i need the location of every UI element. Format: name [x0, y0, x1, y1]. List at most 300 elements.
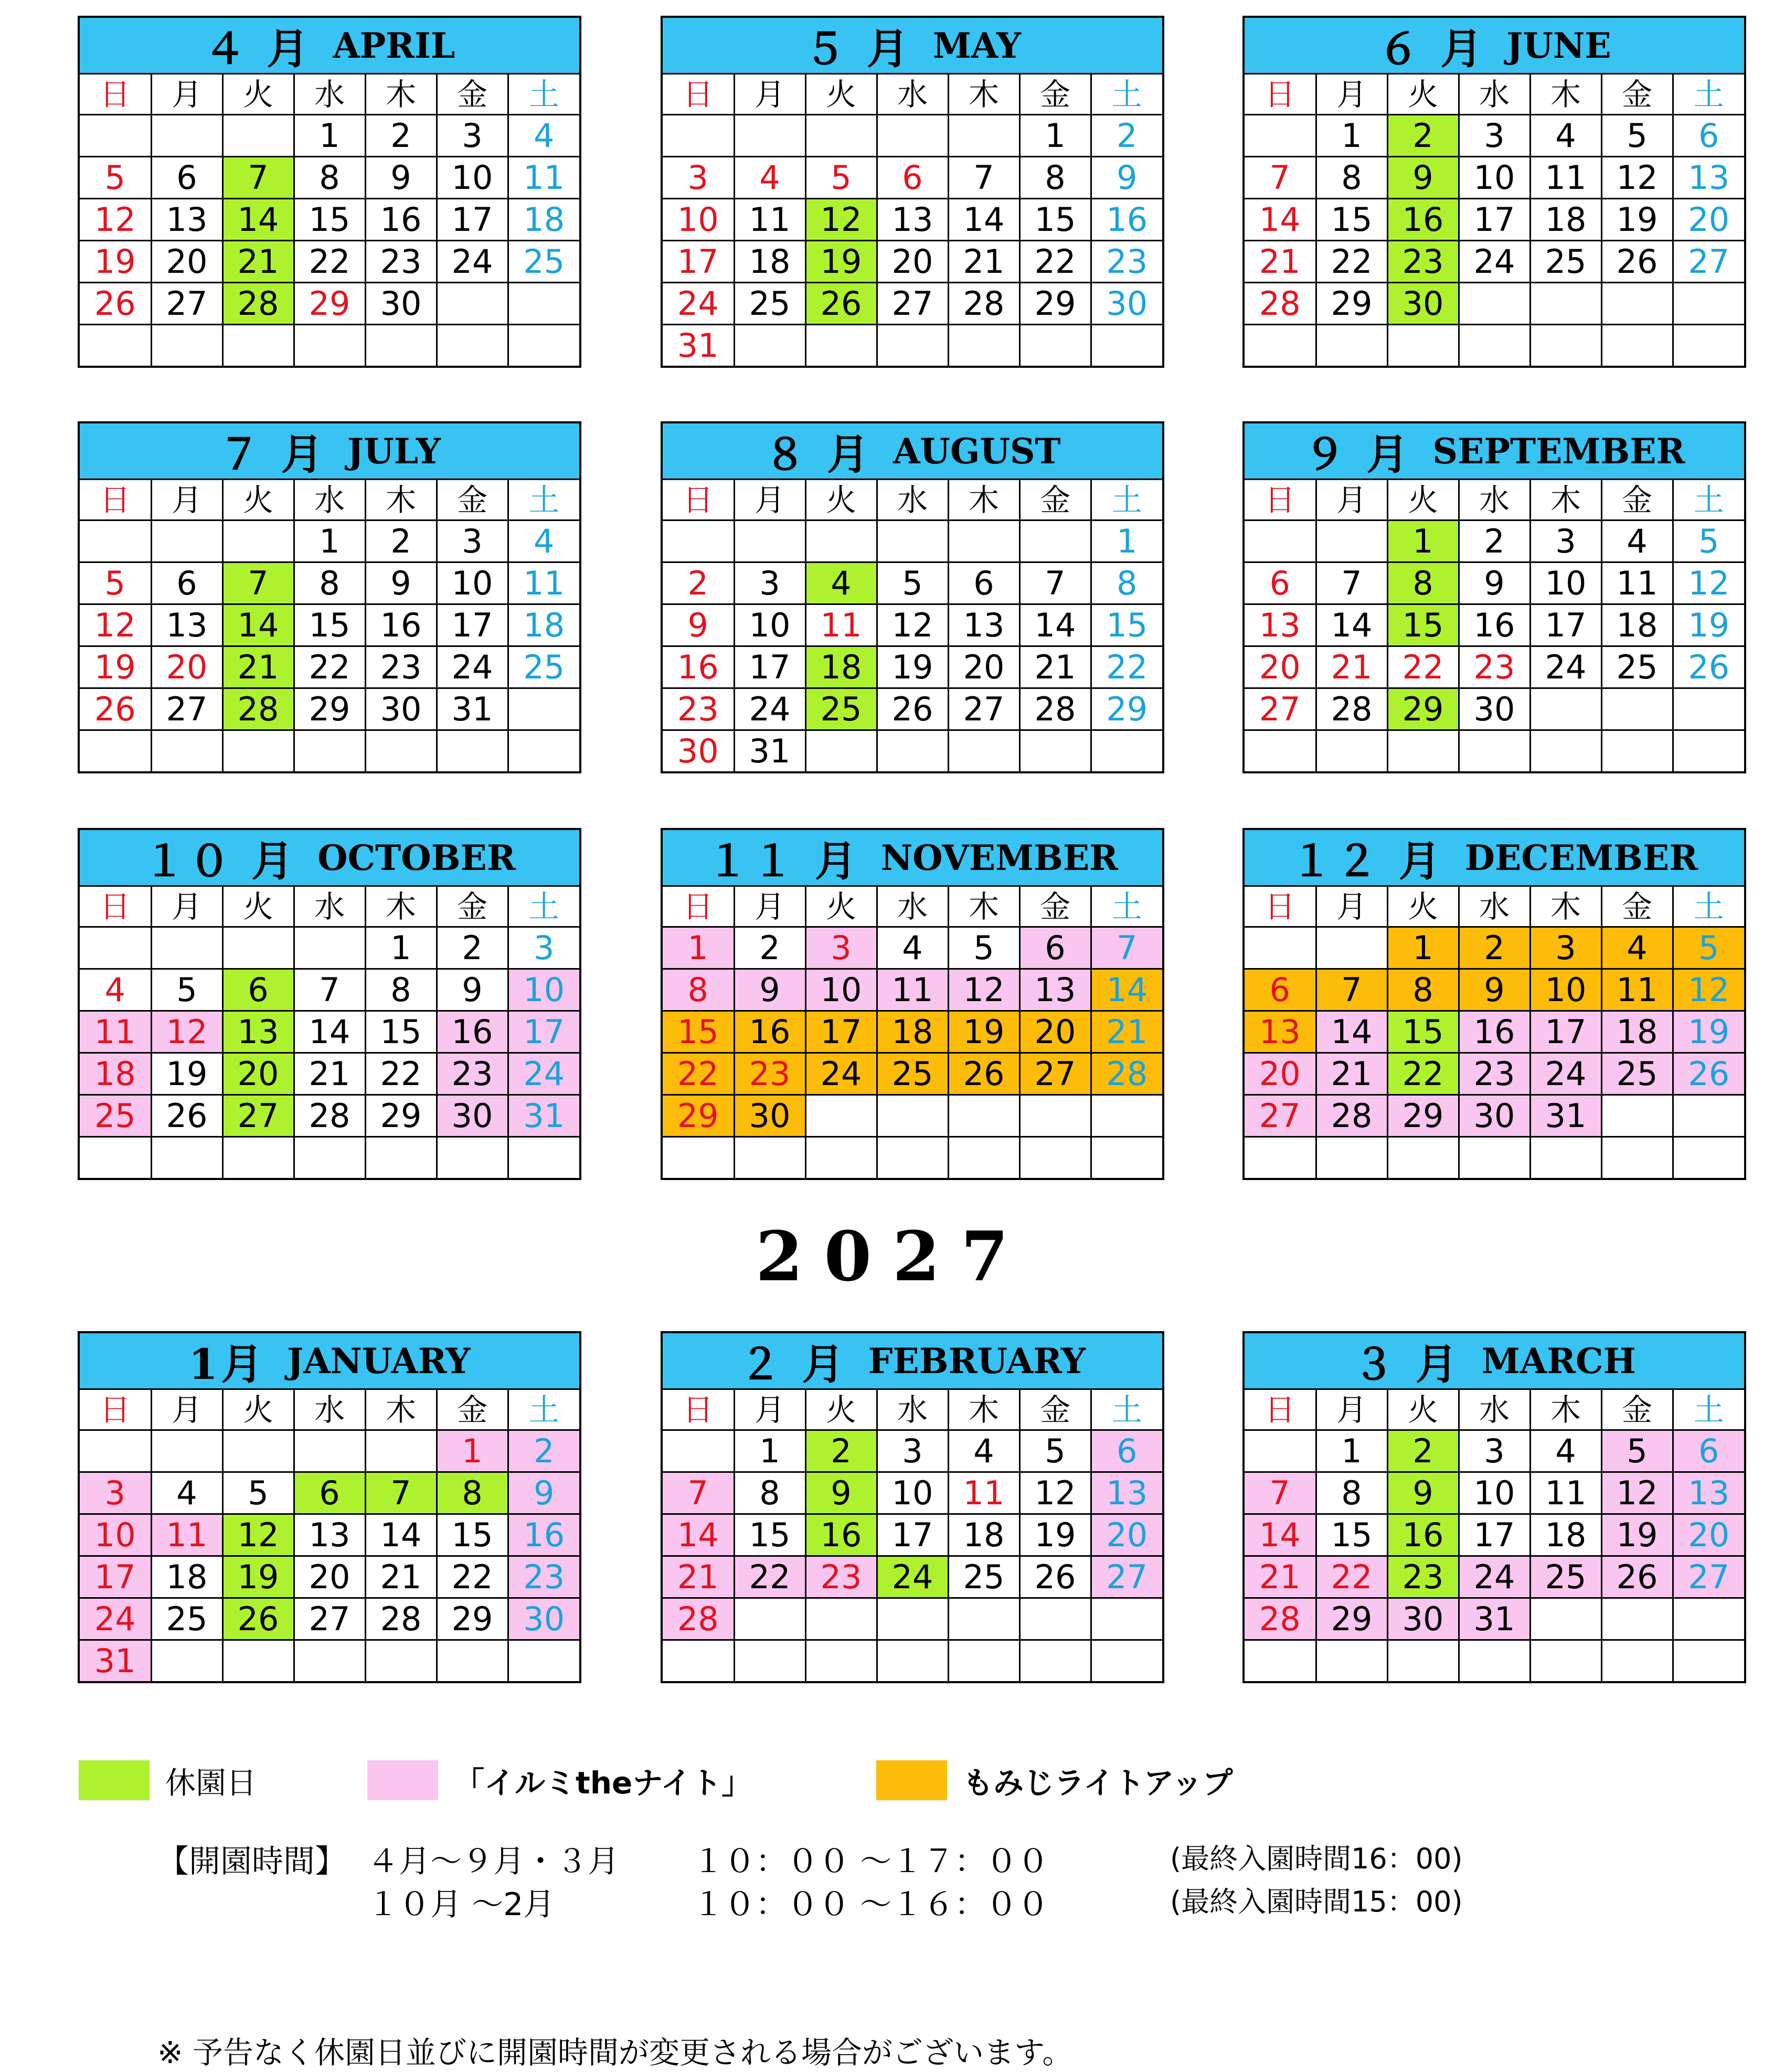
week-row	[663, 969, 1162, 1011]
day-cell: 8	[365, 969, 437, 1011]
day-cell: 6	[948, 562, 1019, 604]
week-row	[663, 1137, 1162, 1178]
day-cell: 1	[294, 115, 365, 157]
week-row	[1245, 688, 1744, 730]
legend-closed	[79, 1760, 257, 1800]
month-name-jp: ６ 月	[1377, 24, 1486, 73]
day-cell: 16	[1091, 199, 1162, 241]
weekday-label: 木	[365, 887, 437, 927]
week-row	[1245, 199, 1744, 241]
day-cell: 14	[1091, 969, 1162, 1011]
day-cell: 4	[80, 969, 151, 1011]
week-row	[663, 520, 1162, 562]
day-cell: 6	[222, 969, 294, 1011]
day-cell	[948, 520, 1019, 562]
day-cell: 28	[222, 688, 294, 730]
day-cell	[877, 1137, 948, 1178]
day-cell: 13	[1673, 157, 1744, 199]
day-cell: 24	[877, 1556, 948, 1598]
weekday-label: 日	[1245, 1390, 1316, 1430]
weekday-label: 土	[508, 75, 579, 115]
day-cell: 10	[1459, 1472, 1530, 1514]
weekday-row	[1245, 75, 1744, 115]
day-cell: 9	[437, 969, 508, 1011]
weekday-label: 木	[1530, 1390, 1601, 1430]
day-cell: 3	[508, 927, 579, 969]
day-cell: 30	[1459, 688, 1530, 730]
day-cell: 18	[80, 1053, 151, 1095]
day-cell: 30	[1459, 1095, 1530, 1137]
weekday-label: 土	[1673, 75, 1744, 115]
week-row	[663, 1640, 1162, 1682]
day-cell	[877, 730, 948, 772]
week-row	[1245, 115, 1744, 157]
week-row	[80, 688, 579, 730]
legend-closed-label: 休園日	[165, 1765, 257, 1801]
month-calendar-september	[1242, 421, 1746, 773]
day-cell	[805, 730, 877, 772]
day-cell: 21	[222, 241, 294, 283]
day-cell: 3	[805, 927, 877, 969]
day-cell: 25	[80, 1095, 151, 1137]
day-cell: 5	[1673, 927, 1744, 969]
month-name-en: OCTOBER	[317, 837, 516, 878]
weekday-label: 日	[663, 887, 734, 927]
day-grid	[1245, 887, 1744, 1178]
weekday-label: 火	[222, 75, 294, 115]
day-cell: 9	[1387, 1472, 1459, 1514]
day-cell: 20	[151, 241, 222, 283]
week-row	[663, 283, 1162, 325]
week-row	[663, 1095, 1162, 1137]
day-cell	[1387, 1640, 1459, 1682]
day-cell: 8	[663, 969, 734, 1011]
day-cell: 13	[1673, 1472, 1744, 1514]
week-row	[1245, 969, 1744, 1011]
day-cell: 4	[1530, 115, 1601, 157]
day-cell	[1245, 927, 1316, 969]
day-cell: 13	[1245, 604, 1316, 646]
day-cell: 10	[805, 969, 877, 1011]
day-cell: 26	[1601, 241, 1673, 283]
day-cell: 2	[508, 1430, 579, 1472]
week-row	[80, 730, 579, 772]
day-cell: 26	[222, 1598, 294, 1640]
month-name-en: APRIL	[333, 25, 455, 66]
day-cell: 18	[1530, 1514, 1601, 1556]
year-heading: 2027	[756, 1216, 1029, 1297]
day-cell	[1245, 325, 1316, 366]
day-cell: 11	[1530, 1472, 1601, 1514]
day-cell: 13	[948, 604, 1019, 646]
day-cell	[1673, 1095, 1744, 1137]
day-cell: 3	[437, 115, 508, 157]
weekday-label: 木	[1530, 75, 1601, 115]
weekday-label: 火	[1387, 887, 1459, 927]
day-cell: 30	[508, 1598, 579, 1640]
week-row	[663, 115, 1162, 157]
day-cell	[222, 325, 294, 366]
weekday-label: 水	[877, 887, 948, 927]
day-cell: 24	[1459, 1556, 1530, 1598]
day-cell: 10	[663, 199, 734, 241]
day-cell	[1601, 1640, 1673, 1682]
day-cell	[948, 115, 1019, 157]
day-cell: 26	[1673, 646, 1744, 688]
day-cell: 26	[151, 1095, 222, 1137]
day-cell: 20	[877, 241, 948, 283]
week-row	[663, 688, 1162, 730]
weekday-label: 月	[734, 1390, 805, 1430]
month-calendar-august	[661, 421, 1164, 773]
day-cell: 22	[1387, 1053, 1459, 1095]
week-row	[663, 1556, 1162, 1598]
day-cell: 16	[437, 1011, 508, 1053]
day-cell	[222, 730, 294, 772]
weekday-label: 水	[1459, 887, 1530, 927]
day-cell	[805, 1598, 877, 1640]
day-cell: 27	[294, 1598, 365, 1640]
day-cell: 8	[1091, 562, 1162, 604]
day-cell: 6	[877, 157, 948, 199]
month-name-en: NOVEMBER	[880, 837, 1119, 878]
month-name-en: MAY	[932, 25, 1021, 66]
day-cell: 25	[877, 1053, 948, 1095]
day-cell	[1530, 283, 1601, 325]
day-cell: 14	[1245, 199, 1316, 241]
day-cell	[222, 1640, 294, 1682]
day-cell: 1	[294, 520, 365, 562]
day-cell: 5	[1601, 1430, 1673, 1472]
day-cell: 8	[1387, 969, 1459, 1011]
day-cell: 11	[1601, 969, 1673, 1011]
day-cell	[1091, 1598, 1162, 1640]
weekday-label: 火	[805, 75, 877, 115]
day-cell: 31	[1459, 1598, 1530, 1640]
day-cell: 4	[1601, 520, 1673, 562]
week-row	[80, 1514, 579, 1556]
day-cell: 9	[1459, 969, 1530, 1011]
day-cell: 22	[1019, 241, 1091, 283]
weekday-label: 月	[1316, 1390, 1387, 1430]
day-cell: 7	[948, 157, 1019, 199]
day-cell: 31	[80, 1640, 151, 1682]
week-row	[80, 1095, 579, 1137]
day-cell: 5	[80, 157, 151, 199]
weekday-label: 月	[734, 480, 805, 520]
month-calendar-march	[1242, 1331, 1746, 1683]
day-cell: 17	[1459, 199, 1530, 241]
day-grid	[80, 480, 579, 771]
day-cell	[222, 1137, 294, 1178]
day-cell: 29	[1019, 283, 1091, 325]
day-cell: 5	[877, 562, 948, 604]
weekday-label: 水	[877, 1390, 948, 1430]
day-cell: 13	[877, 199, 948, 241]
day-cell: 14	[1316, 604, 1387, 646]
day-cell: 28	[1245, 1598, 1316, 1640]
day-cell: 1	[1316, 115, 1387, 157]
day-cell: 21	[294, 1053, 365, 1095]
day-cell	[80, 1430, 151, 1472]
day-cell: 5	[1601, 115, 1673, 157]
day-cell: 7	[222, 562, 294, 604]
month-calendar-july	[78, 421, 581, 773]
day-cell: 15	[1387, 604, 1459, 646]
day-cell	[365, 1430, 437, 1472]
week-row	[1245, 1011, 1744, 1053]
day-cell: 19	[151, 1053, 222, 1095]
weekday-label: 月	[151, 887, 222, 927]
day-cell: 30	[663, 730, 734, 772]
day-cell: 1	[1387, 520, 1459, 562]
day-cell: 30	[1387, 1598, 1459, 1640]
week-row	[663, 562, 1162, 604]
week-row	[80, 1137, 579, 1178]
day-cell: 30	[437, 1095, 508, 1137]
week-row	[663, 199, 1162, 241]
weekday-row	[80, 1390, 579, 1430]
day-cell: 7	[294, 969, 365, 1011]
day-cell: 24	[508, 1053, 579, 1095]
day-grid	[663, 887, 1162, 1178]
week-row	[663, 1514, 1162, 1556]
day-cell: 27	[1673, 241, 1744, 283]
day-cell: 8	[437, 1472, 508, 1514]
day-cell: 25	[805, 688, 877, 730]
day-cell: 17	[877, 1514, 948, 1556]
day-cell: 6	[151, 157, 222, 199]
day-cell: 4	[1601, 927, 1673, 969]
day-cell	[1601, 688, 1673, 730]
day-cell: 20	[222, 1053, 294, 1095]
month-calendar-october	[78, 828, 581, 1180]
weekday-label: 火	[805, 1390, 877, 1430]
day-cell	[1245, 730, 1316, 772]
day-cell	[1387, 325, 1459, 366]
month-header	[663, 18, 1162, 75]
weekday-label: 水	[294, 75, 365, 115]
day-cell: 3	[437, 520, 508, 562]
weekday-label: 木	[365, 75, 437, 115]
day-cell: 21	[1316, 1053, 1387, 1095]
week-row	[1245, 1430, 1744, 1472]
week-row	[80, 199, 579, 241]
day-cell: 24	[437, 646, 508, 688]
month-name-en: SEPTEMBER	[1432, 430, 1685, 472]
day-cell	[1091, 730, 1162, 772]
day-cell: 24	[663, 283, 734, 325]
day-cell: 10	[80, 1514, 151, 1556]
day-cell: 30	[365, 283, 437, 325]
day-cell: 12	[805, 199, 877, 241]
week-row	[80, 1472, 579, 1514]
day-cell: 19	[805, 241, 877, 283]
day-cell: 28	[1019, 688, 1091, 730]
month-name-jp: ９ 月	[1303, 430, 1412, 479]
day-cell: 21	[222, 646, 294, 688]
month-header	[663, 423, 1162, 480]
day-cell	[734, 520, 805, 562]
day-cell: 29	[294, 283, 365, 325]
day-cell	[1316, 520, 1387, 562]
weekday-row	[80, 75, 579, 115]
day-cell: 21	[1245, 241, 1316, 283]
legend-illumi	[367, 1760, 752, 1800]
day-cell: 19	[222, 1556, 294, 1598]
weekday-label: 土	[508, 887, 579, 927]
day-cell: 11	[734, 199, 805, 241]
weekday-row	[80, 887, 579, 927]
month-name-en: JULY	[347, 430, 441, 472]
day-cell: 17	[663, 241, 734, 283]
day-cell: 11	[1601, 562, 1673, 604]
month-header	[80, 830, 579, 887]
day-cell: 23	[508, 1556, 579, 1598]
day-cell: 23	[365, 646, 437, 688]
day-cell	[1601, 1137, 1673, 1178]
weekday-label: 金	[1019, 887, 1091, 927]
weekday-label: 土	[508, 1390, 579, 1430]
day-cell	[1245, 1137, 1316, 1178]
month-name-jp: ５ 月	[804, 24, 912, 73]
day-cell: 15	[1316, 199, 1387, 241]
day-cell: 31	[437, 688, 508, 730]
weekday-label: 日	[1245, 480, 1316, 520]
weekday-label: 月	[151, 1390, 222, 1430]
month-name-jp: ４ 月	[204, 24, 312, 73]
weekday-row	[1245, 1390, 1744, 1430]
day-cell: 2	[365, 115, 437, 157]
day-cell: 15	[734, 1514, 805, 1556]
weekday-label: 月	[734, 75, 805, 115]
weekday-label: 金	[437, 887, 508, 927]
day-cell: 25	[948, 1556, 1019, 1598]
day-cell: 26	[80, 283, 151, 325]
day-cell: 27	[1673, 1556, 1744, 1598]
day-cell: 6	[1245, 969, 1316, 1011]
day-cell: 17	[1459, 1514, 1530, 1556]
day-cell: 18	[1530, 199, 1601, 241]
weekday-label: 水	[294, 887, 365, 927]
day-cell: 24	[1530, 1053, 1601, 1095]
day-cell: 31	[663, 325, 734, 366]
day-cell: 9	[805, 1472, 877, 1514]
day-cell: 7	[1091, 927, 1162, 969]
day-cell: 10	[508, 969, 579, 1011]
day-cell: 10	[437, 562, 508, 604]
day-cell: 29	[1387, 1095, 1459, 1137]
weekday-label: 水	[877, 75, 948, 115]
week-row	[1245, 1095, 1744, 1137]
day-cell: 31	[734, 730, 805, 772]
day-cell: 14	[294, 1011, 365, 1053]
weekday-label: 火	[1387, 75, 1459, 115]
day-cell: 5	[222, 1472, 294, 1514]
day-cell: 17	[80, 1556, 151, 1598]
week-row	[80, 157, 579, 199]
day-cell: 2	[1387, 115, 1459, 157]
day-cell: 9	[663, 604, 734, 646]
week-row	[80, 283, 579, 325]
day-cell: 8	[294, 562, 365, 604]
day-cell: 2	[1091, 115, 1162, 157]
day-cell: 30	[1091, 283, 1162, 325]
weekday-label: 金	[437, 480, 508, 520]
day-cell: 23	[805, 1556, 877, 1598]
week-row	[663, 1598, 1162, 1640]
day-cell: 10	[1459, 157, 1530, 199]
day-cell	[805, 325, 877, 366]
month-name-jp: １１ 月	[706, 836, 860, 886]
day-cell: 5	[1019, 1430, 1091, 1472]
month-name-en: MARCH	[1481, 1340, 1636, 1382]
weekday-label: 金	[437, 1390, 508, 1430]
day-cell: 4	[1530, 1430, 1601, 1472]
day-cell: 5	[80, 562, 151, 604]
day-cell: 11	[80, 1011, 151, 1053]
day-cell: 24	[805, 1053, 877, 1095]
weekday-label: 金	[1601, 1390, 1673, 1430]
day-cell: 1	[1019, 115, 1091, 157]
day-cell: 22	[663, 1053, 734, 1095]
weekday-label: 水	[294, 1390, 365, 1430]
day-grid	[80, 887, 579, 1178]
illumi-swatch	[367, 1760, 438, 1800]
day-cell	[1019, 1598, 1091, 1640]
day-cell: 12	[1673, 562, 1744, 604]
day-cell: 28	[948, 283, 1019, 325]
day-cell: 12	[151, 1011, 222, 1053]
weekday-label: 木	[1530, 480, 1601, 520]
day-cell: 22	[365, 1053, 437, 1095]
day-cell: 15	[437, 1514, 508, 1556]
weekday-label: 月	[151, 75, 222, 115]
day-cell	[1316, 927, 1387, 969]
day-cell	[1459, 730, 1530, 772]
day-cell: 12	[948, 969, 1019, 1011]
week-row	[1245, 520, 1744, 562]
day-cell: 16	[663, 646, 734, 688]
day-cell: 13	[294, 1514, 365, 1556]
day-cell: 29	[663, 1095, 734, 1137]
day-grid	[663, 480, 1162, 771]
weekday-label: 月	[1316, 480, 1387, 520]
day-cell: 30	[365, 688, 437, 730]
day-cell	[734, 1598, 805, 1640]
day-cell: 11	[508, 157, 579, 199]
day-cell	[1673, 1598, 1744, 1640]
week-row	[1245, 1137, 1744, 1178]
week-row	[663, 325, 1162, 366]
day-cell	[805, 1137, 877, 1178]
day-cell	[1316, 325, 1387, 366]
weekday-label: 金	[1601, 887, 1673, 927]
day-cell: 22	[1316, 241, 1387, 283]
day-cell	[1530, 325, 1601, 366]
weekday-label: 火	[222, 480, 294, 520]
weekday-label: 金	[1019, 480, 1091, 520]
day-cell	[1673, 1137, 1744, 1178]
day-cell: 26	[1019, 1556, 1091, 1598]
day-cell: 21	[1316, 646, 1387, 688]
hours-row2-time: １０：００ ～１６：００	[693, 1886, 1049, 1923]
day-cell: 25	[1530, 241, 1601, 283]
day-cell: 2	[734, 927, 805, 969]
month-name-jp: ３ 月	[1353, 1340, 1461, 1389]
day-cell	[1316, 730, 1387, 772]
day-cell: 17	[437, 199, 508, 241]
